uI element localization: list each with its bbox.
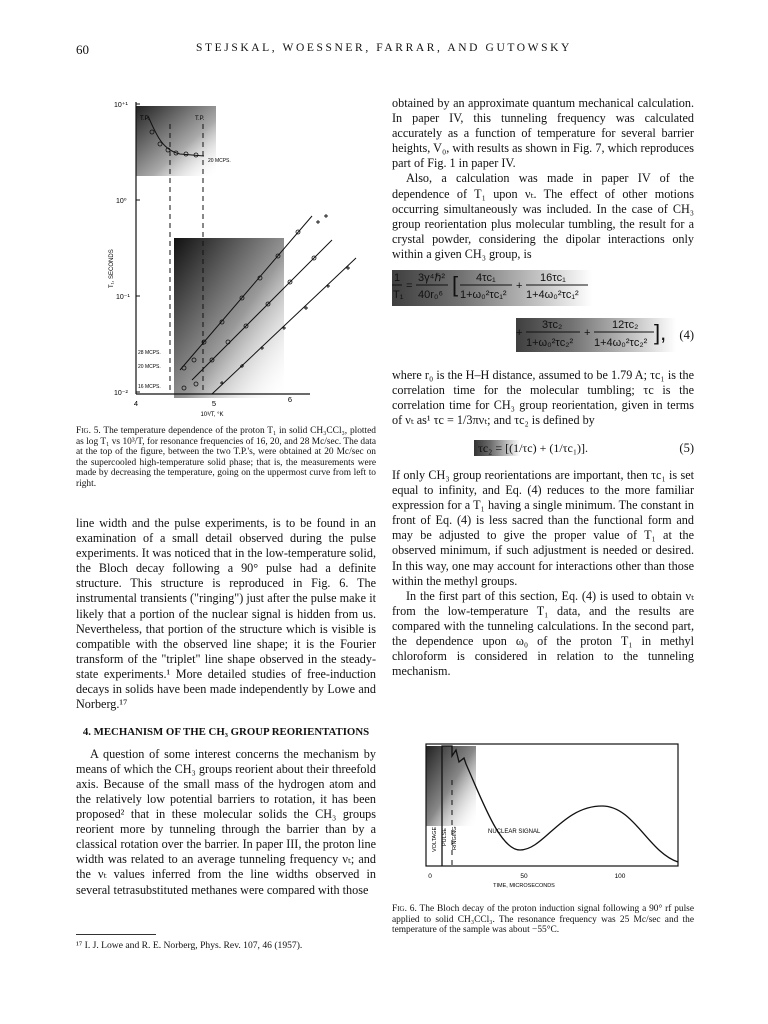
svg-text:1: 1 (394, 272, 401, 284)
y-tick-3: 10⁻¹ (116, 294, 130, 301)
x-tick-1: 4 (133, 399, 139, 408)
series-label-16: 16 MCPS. (138, 384, 161, 390)
right-paragraph-1: obtained by an approximate quantum mechanical calculation. In paper IV, this tunneling frequency was calculated accurately as a function of temperature for several barrier heights, V₀, with results as shown in Fig. 7, which reproduces part of Fig. 1 in paper IV. (392, 96, 694, 171)
svg-text:3γ⁴ℏ²: 3γ⁴ℏ² (418, 272, 445, 284)
svg-text:+: + (516, 280, 523, 292)
figure-6-signal-label: NUCLEAR SIGNAL (488, 829, 541, 835)
x-tick-3: 6 (287, 395, 293, 404)
figure-6-plot (412, 740, 692, 890)
equation-4-number: (4) (679, 328, 694, 342)
y-tick-1: 10⁺¹ (114, 102, 128, 109)
svg-text:4τc₁: 4τc₁ (476, 272, 496, 284)
svg-text:],: ], (654, 320, 667, 345)
page-header (0, 42, 768, 62)
figure-6-ylabel: VOLTAGE (432, 826, 438, 852)
svg-text:=: = (406, 280, 413, 292)
right-column-mid (392, 368, 694, 428)
figure-5 (100, 98, 362, 418)
equation-4-graphic (392, 270, 694, 370)
figure-6-shade (426, 746, 476, 826)
figure-6-signal-trace (442, 746, 678, 866)
left-paragraph-1: line width and the pulse experiments, is to be found in an examination of a small detail observed during the pulse experiments. It was noticed that in the low-temperature solid, the Bloch decay following a 90° pulse had a definite structure. This structure is reproduced in Fig. 6. The instrumental transients ("ringing") just after the pulse make it likely that a portion of the nuclear signal is hidden from us. Nevertheless, that portion of the structure which is visible is compatible with the observed line shape; it is the Fourier transform of the "triplet" line shape observed in the steady-state experiments.¹ More detailed studies of free-induction decays in solids have been made independently by Lowe and Norberg.¹⁷ (76, 516, 376, 712)
figure-6-ringing-label: RINGING (452, 826, 458, 850)
svg-text:12τc₂: 12τc₂ (612, 319, 639, 331)
svg-text:+: + (584, 327, 591, 339)
equation-5-text: τc₂ = [(1/τc) + (1/τc₁)]. (478, 441, 588, 455)
series-label-28: 28 MCPS. (138, 350, 161, 356)
y-tick-2: 10⁰ (116, 198, 127, 205)
figure-6-x-tick-1: 0 (428, 873, 432, 880)
figure-6-caption (392, 904, 694, 936)
svg-text:1+4ω₀²τc₁²: 1+4ω₀²τc₁² (526, 289, 579, 301)
right-paragraph-5: In the first part of this section, Eq. (4) is used to obtain νₜ from the low-temperature T₁ data, and the results are compared with the tunneling calculations. In the second part, the dependence upon ω₀ of the proton T₁ in methyl chloroform is considered in relation to the tunneling mechanism. (392, 588, 694, 679)
left-paragraph-2: A question of some interest concerns the mechanism by means of which the CH₃ groups reorient about their threefold axis. Because of the small mass of the hydrogen atom and the relatively low potential barriers to rotation, it has been proposed² that in these molecular solids the CH₃ groups reorient more by tunneling through the barrier than by a classical rotation over the barrier. In paper III, the proton line width was related to an average tunneling frequency νₜ; and the νₜ values inferred from the line widths observed in several tetrasubstituted methanes were compared with those (76, 746, 376, 897)
figure-6-caption-label: Fig. 6. (392, 904, 417, 914)
svg-text:3τc₂: 3τc₂ (542, 319, 563, 331)
right-column-bottom (392, 468, 694, 679)
svg-text:16τc₁: 16τc₁ (540, 272, 566, 284)
figure-5-ylabel: T₁, SECONDS (109, 249, 115, 288)
figure-6-x-tick-2: 50 (520, 873, 528, 880)
right-paragraph-2: Also, a calculation was made in paper IV of the dependence of T₁ upon νₜ. The effect of other motions occurring simultaneously was included. In the case of CH₃ group reorientation plus molecular tumbling, the result for a crystal powder, considering the dipolar interactions only within a given CH₃ group, is (392, 171, 694, 261)
svg-text:[: [ (452, 272, 459, 297)
figure-5-plot (100, 98, 362, 418)
figure-6-xlabel: TIME, MICROSECONDS (493, 883, 555, 889)
figure-5-caption (76, 426, 376, 490)
figure-6-pulse-label: PULSE (442, 827, 448, 846)
x-tick-2: 5 (211, 399, 217, 408)
y-tick-4: 10⁻² (114, 390, 128, 397)
figure-6-x-tick-3: 100 (614, 873, 626, 880)
svg-text:1+ω₀²τc₂²: 1+ω₀²τc₂² (526, 337, 574, 349)
figure-6-caption-text: The Bloch decay of the proton induction signal following a 90° rf pulse applied to solid CH₃CCl₃. The resonance frequency was 25 Mc/sec and the temperature of the sample was about −55°C. (392, 904, 694, 936)
svg-text:1+ω₀²τc₁²: 1+ω₀²τc₁² (460, 289, 507, 301)
svg-text:+: + (516, 327, 523, 339)
right-paragraph-3: where r₀ is the H–H distance, assumed to be 1.79 A; τc₁ is the correlation time for the molecular tumbling; τc is the correlation time for CH₃ group reorientation, given in terms of νₜ as¹ τc = 1/3πνₜ; and τc₂ is defined by (392, 368, 694, 428)
page-number: 60 (76, 42, 89, 57)
figure-5-caption-label: Fig. 5. (76, 426, 101, 436)
section-heading: 4. MECHANISM OF THE CH₃ GROUP REORIENTATIONS (82, 726, 370, 739)
right-paragraph-4: If only CH₃ group reorientations are important, then τc₁ is set equal to infinity, and Eq. (4) reduces to the more familiar expression for a T₁ having a single minimum. The constant in front of Eq. (4) is less sacred than the functional form and may be adjusted to give the proper value of T₁ at the observed minimum, if such adjustment is needed or desired. In this way, one may account for interactions other than those within the methyl groups. (392, 468, 694, 588)
figure-5-shade-mid (174, 238, 284, 398)
tp-label-2: T.P. (195, 116, 205, 122)
equation-5 (392, 440, 694, 460)
tp-label-1: T.P. (140, 116, 150, 122)
figure-6 (412, 740, 692, 890)
figure-5-caption-text: The temperature dependence of the proton T₁ in solid CH₃CCl₃, plotted as log T₁ vs 10³/T, for resonance frequencies of 16, 20, and 28 Mc/sec. The data at the top of the figure, between the two T.P.'s, were obtained at 20 Mc/sec on the supercooled high-temperature solid phase; that is, the measurements were made by decreasing the temperature, going on the uppermost curve from left to right. (76, 426, 376, 489)
footnote: ¹⁷ I. J. Lowe and R. E. Norberg, Phys. Rev. 107, 46 (1957). (76, 940, 303, 951)
figure-5-xlabel: 10³/T, °K (200, 412, 224, 418)
footnote-rule (76, 934, 156, 935)
series-label-20: 20 MCPS. (138, 364, 161, 370)
series-label-top: 20 MCPS. (208, 158, 231, 164)
svg-text:40r₀⁶: 40r₀⁶ (418, 289, 443, 301)
svg-text:T₁: T₁ (393, 289, 404, 301)
right-column-top (392, 96, 694, 262)
running-head: STEJSKAL, WOESSNER, FARRAR, AND GUTOWSKY (196, 42, 572, 54)
equation-5-number: (5) (679, 441, 694, 455)
svg-text:1+4ω₀²τc₂²: 1+4ω₀²τc₂² (594, 337, 648, 349)
equation-4 (392, 270, 694, 370)
left-column (76, 516, 376, 898)
